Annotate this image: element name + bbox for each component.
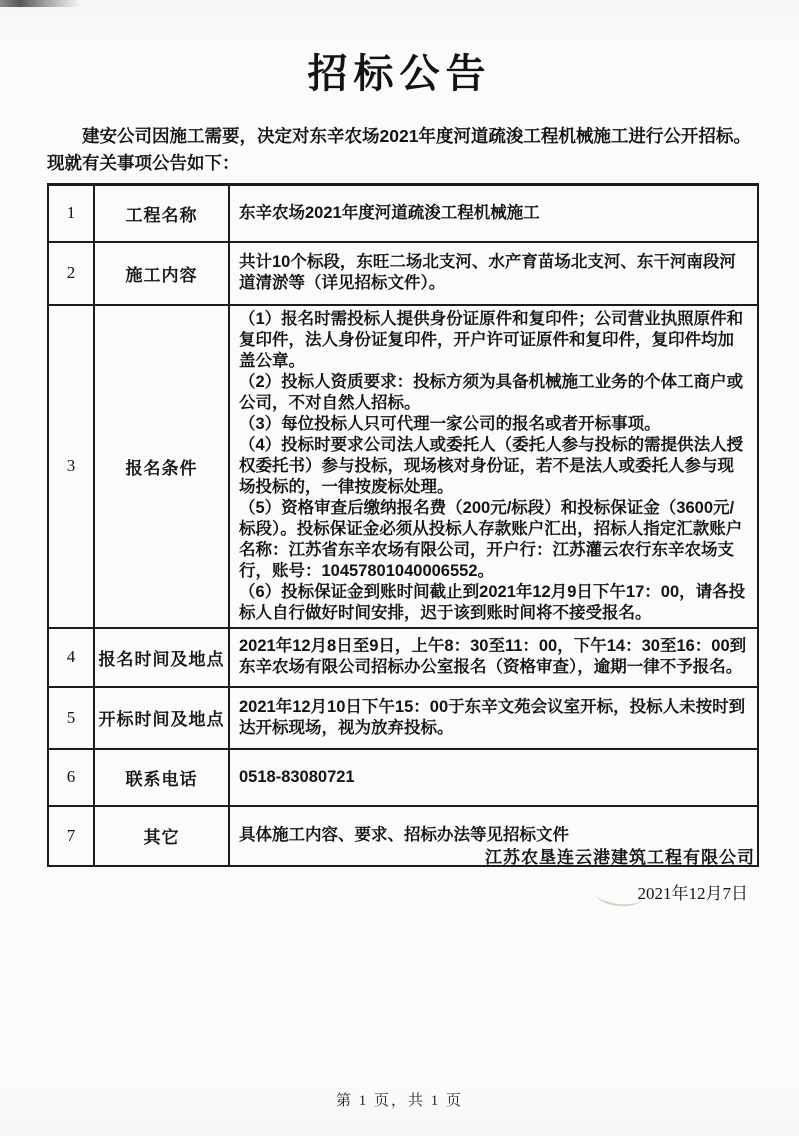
row-label: 工程名称 (94, 185, 229, 242)
intro-paragraph: 建安公司因施工需要，决定对东辛农场2021年度河道疏浚工程机械施工进行公开招标。现就有关事项公告如下： (47, 126, 751, 173)
condition-item-3: （3）每位投标人只可代理一家公司的报名或者开标事项。 (239, 414, 661, 433)
condition-item-4: （4）投标时要求公司法人或委托人（委托人参与投标的需提供法人授权委托书）参与投标，现场核对身份证，若不是法人或委托人参与现场投标的，一律按废标处理。 (239, 435, 744, 496)
row-content (229, 305, 758, 628)
row-number: 4 (48, 628, 94, 687)
row-number: 1 (48, 185, 94, 242)
scan-smudge-topleft (0, 0, 80, 7)
signature-company: 江苏农垦连云港建筑工程有限公司 (485, 848, 755, 867)
row-number: 2 (48, 242, 94, 305)
table-row-bid-opening-time-place (48, 687, 758, 749)
row-number: 3 (48, 305, 94, 628)
row-label: 联系电话 (94, 749, 229, 806)
row-number: 6 (48, 749, 94, 806)
row-label: 报名时间及地点 (94, 628, 229, 687)
condition-item-1: （1）报名时需投标人提供身份证原件和复印件；公司营业执照原件和复印件，法人身份证复印件，开户许可证原件和复印件，复印件均加盖公章。 (239, 309, 744, 370)
row-number: 7 (48, 806, 94, 866)
page-indicator: 第 1 页，共 1 页 (335, 1093, 463, 1109)
row-content: 共计10个标段，东旺二场北支河、水产育苗场北支河、东干河南段河道清淤等（详见招标文件）。 (229, 242, 758, 305)
row-content: 2021年12月8日至9日，上午8：30至11：00，下午14：30至16：00到东辛农场有限公司招标办公室报名（资格审查），逾期一律不予报名。 (229, 628, 758, 687)
signature-date: 2021年12月7日 (637, 884, 748, 903)
table-row-registration-time-place (48, 628, 758, 687)
table-row-project-name (48, 185, 758, 242)
table-row-construction-content (48, 242, 758, 305)
row-label: 其它 (94, 806, 229, 866)
table-row-contact-phone (48, 749, 758, 806)
condition-item-5: （5）资格审查后缴纳报名费（200元/标段）和投标保证金（3600元/标段）。投标保证金必须从投标人存款账户汇出，招标人指定汇款账户名称：江苏省东辛农场有限公司，开户行：江苏灌云农行东辛农场支行，账号：10457801040006552。 (239, 498, 743, 580)
condition-item-6: （6）投标保证金到账时间截止到2021年12月9日下午17：00，请各投标人自行做好时间安排，迟于该到账时间将不接受报名。 (239, 582, 746, 622)
row-label: 开标时间及地点 (94, 687, 229, 749)
row-content: 2021年12月10日下午15：00于东辛文苑会议室开标，投标人未按时到达开标现场，视为放弃投标。 (229, 687, 758, 749)
row-label: 报名条件 (94, 305, 229, 628)
row-label: 施工内容 (94, 242, 229, 305)
announcement-table (47, 183, 759, 867)
row-content: 东辛农场2021年度河道疏浚工程机械施工 (229, 185, 758, 242)
page-title: 招标公告 (307, 51, 492, 96)
condition-item-2: （2）投标人资质要求：投标方须为具备机械施工业务的个体工商户或公司，不对自然人招标。 (239, 372, 744, 412)
table-row-registration-conditions (48, 305, 758, 628)
row-content: 具体施工内容、要求、招标办法等见招标文件 (229, 806, 758, 866)
row-number: 5 (48, 687, 94, 749)
row-content: 0518-83080721 (229, 749, 758, 806)
